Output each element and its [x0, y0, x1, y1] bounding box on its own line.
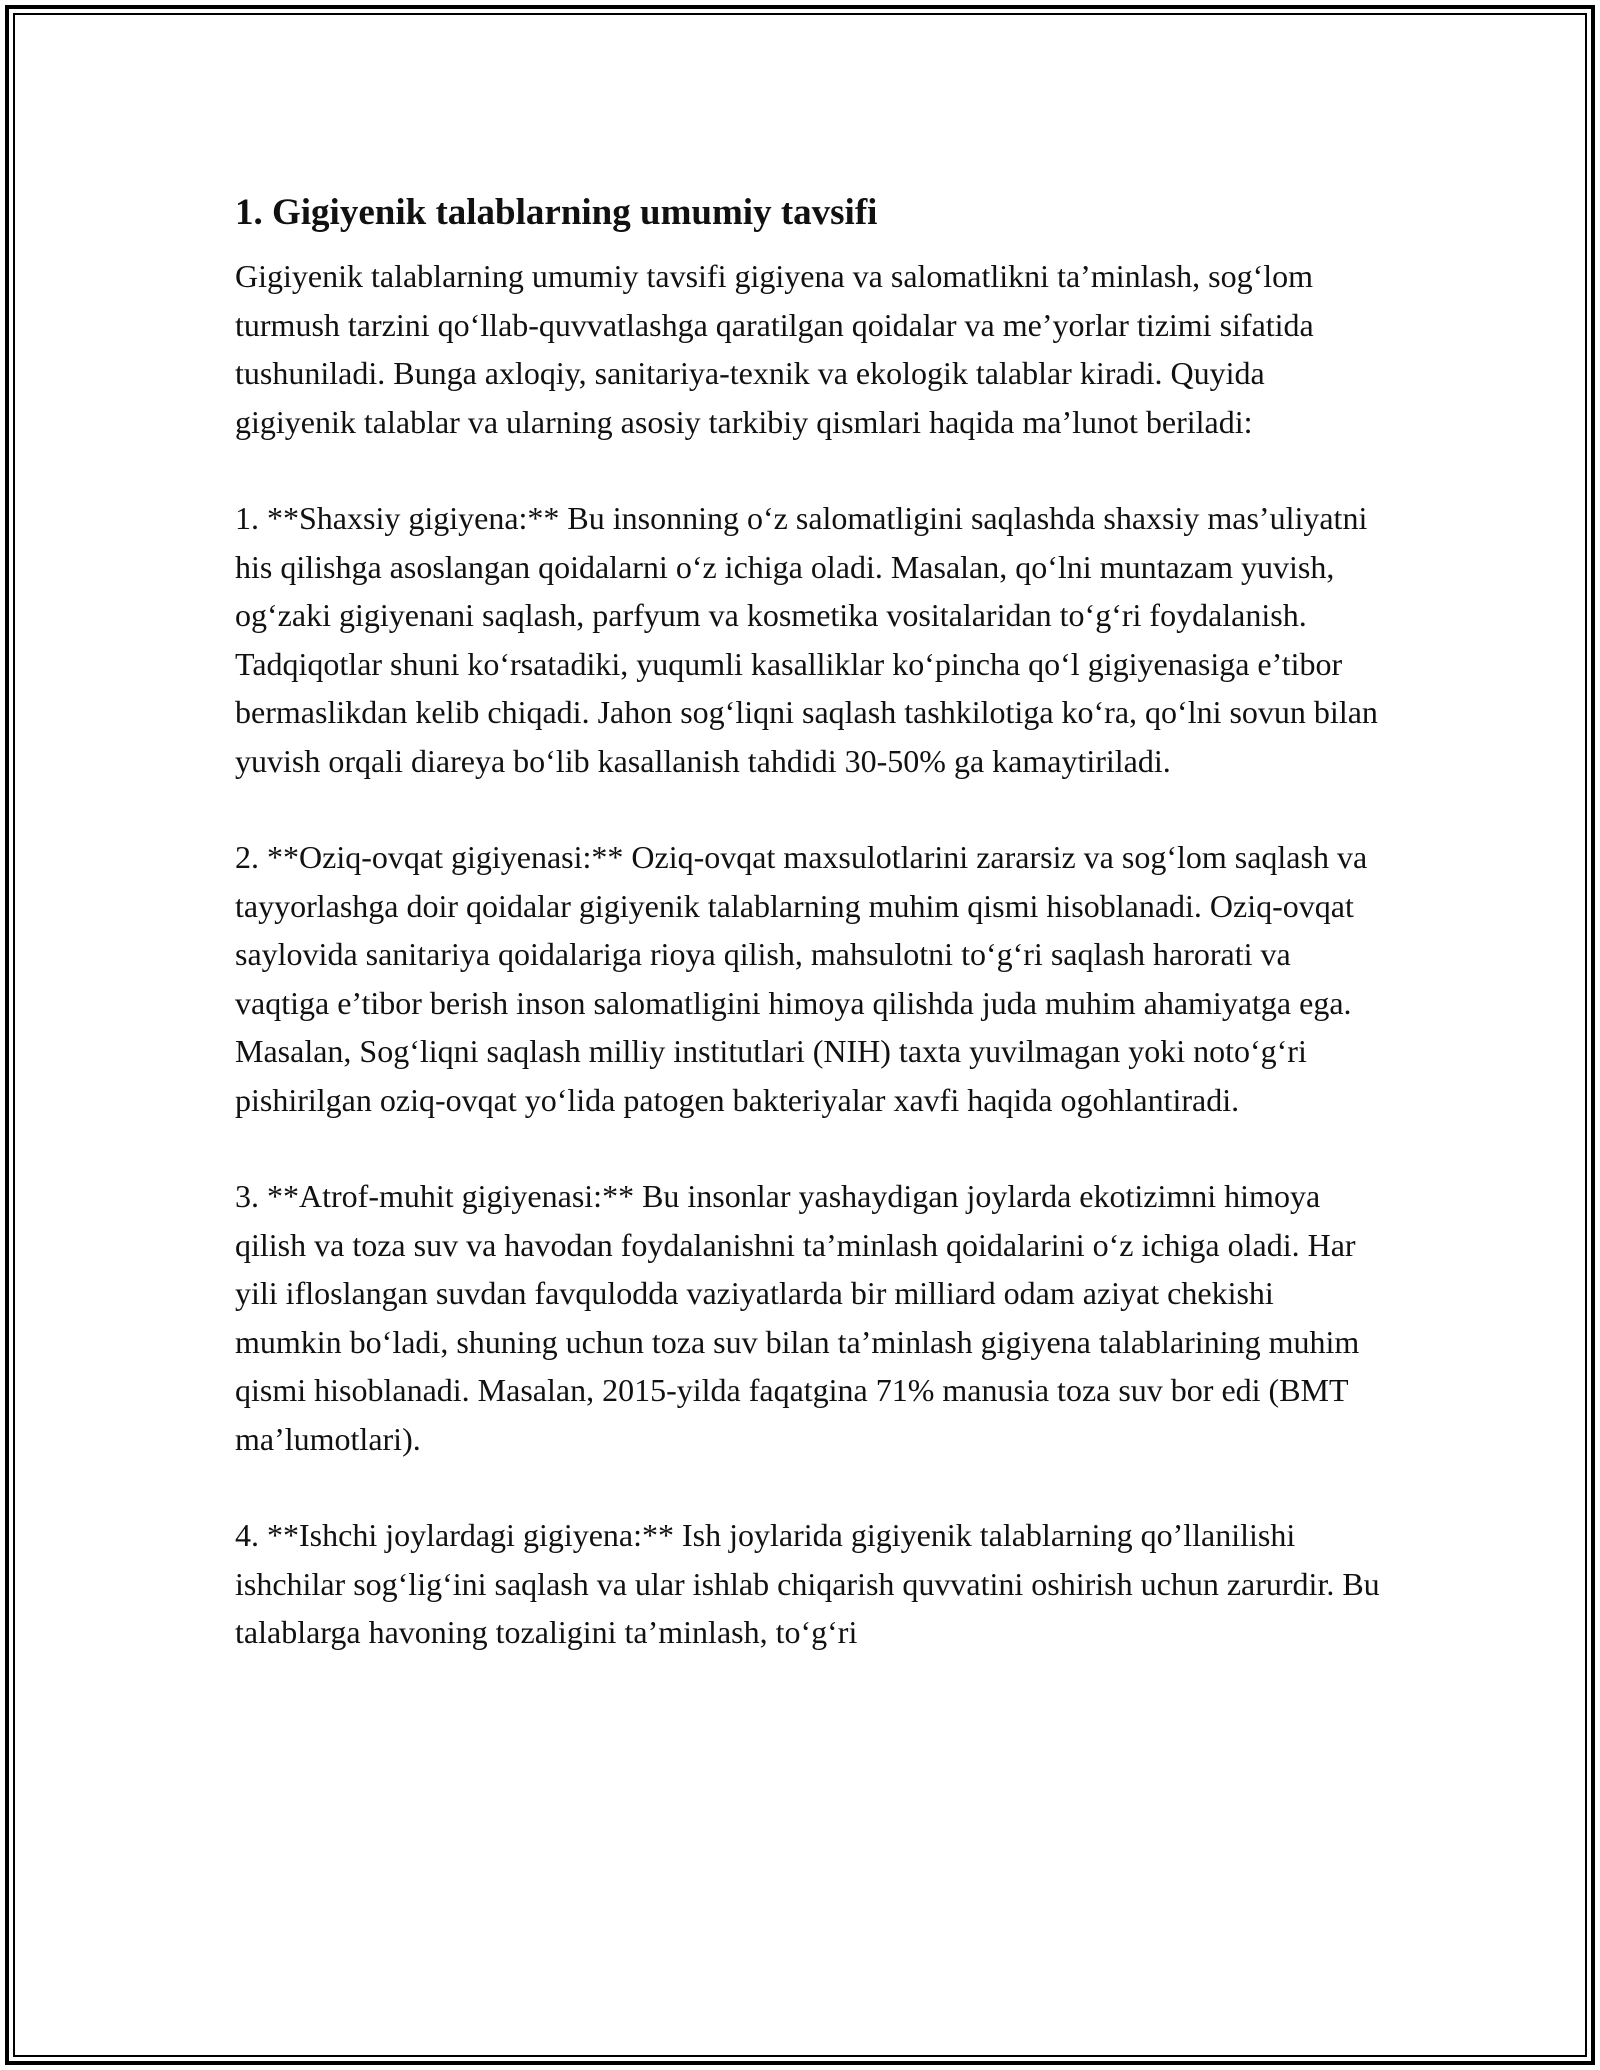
section-heading: 1. Gigiyenik talablarning umumiy tavsifi [235, 192, 878, 233]
paragraph-environmental-hygiene: 3. **Atrof-muhit gigiyenasi:** Bu insonlar yashaydigan joylarda ekotizimni himoya qilish va toza suv va havodan foydalanishni ta’minlash qoidalarini o‘z ichiga oladi. Har yili ifloslangan suvdan favqulodda vaziyatlarda bir milliard odam aziyat chekishi mumkin bo‘ladi, shuning uchun toza suv bilan ta’minlash gigiyena talablarining muhim qismi hisoblanadi. Masalan, 2015-yilda faqatgina 71% manusia toza suv bor edi (BMT ma’lumotlari). [235, 1178, 1360, 1457]
document-body [235, 186, 1385, 1705]
paragraph-workplace-hygiene: 4. **Ishchi joylardagi gigiyena:** Ish joylarida gigiyenik talablarning qo’llanilishi ishchilar sog‘lig‘ini saqlash va ular ishlab chiqarish quvvatini oshirish uchun zarurdir. Bu talablarga havoning tozaligini ta’minlash, to‘g‘ri [235, 1517, 1380, 1650]
paragraph-food-hygiene: 2. **Oziq-ovqat gigiyenasi:** Oziq-ovqat maxsulotlarini zararsiz va sog‘lom saqlash va tayyorlashga doir qoidalar gigiyenik talablarning muhim qismi hisoblanadi. Oziq-ovqat saylovida sanitariya qoidalariga rioya qilish, mahsulotni to‘g‘ri saqlash harorati va vaqtiga e’tibor berish inson salomatligini himoya qilishda juda muhim ahamiyatga ega. Masalan, Sog‘liqni saqlash milliy institutlari (NIH) taxta yuvilmagan yoki noto‘g‘ri pishirilgan oziq-ovqat yo‘lida patogen bakteriyalar xavfi haqida ogohlantiradi. [235, 839, 1368, 1118]
intro-paragraph: Gigiyenik talablarning umumiy tavsifi gigiyena va salomatlikni ta’minlash, sog‘lom turmush tarzini qo‘llab-quvvatlashga qaratilgan qoidalar va me’yorlar tizimi sifatida tushuniladi. Bunga axloqiy, sanitariya-texnik va ekologik talablar kiradi. Quyida gigiyenik talablar va ularning asosiy tarkibiy qismlari haqida ma’lunot beriladi: [235, 258, 1314, 440]
paragraph-personal-hygiene: 1. **Shaxsiy gigiyena:** Bu insonning o‘z salomatligini saqlashda shaxsiy mas’uliyatni his qilishga asoslangan qoidalarni o‘z ichiga oladi. Masalan, qo‘lni muntazam yuvish, og‘zaki gigiyenani saqlash, parfyum va kosmetika vositalaridan to‘g‘ri foydalanish. Tadqiqotlar shuni ko‘rsatadiki, yuqumli kasalliklar ko‘pincha qo‘l gigiyenasiga e’tibor bermaslikdan kelib chiqadi. Jahon sog‘liqni saqlash tashkilotiga ko‘ra, qo‘lni sovun bilan yuvish orqali diareya bo‘lib kasallanish tahdidi 30-50% ga kamaytiriladi. [235, 500, 1378, 779]
